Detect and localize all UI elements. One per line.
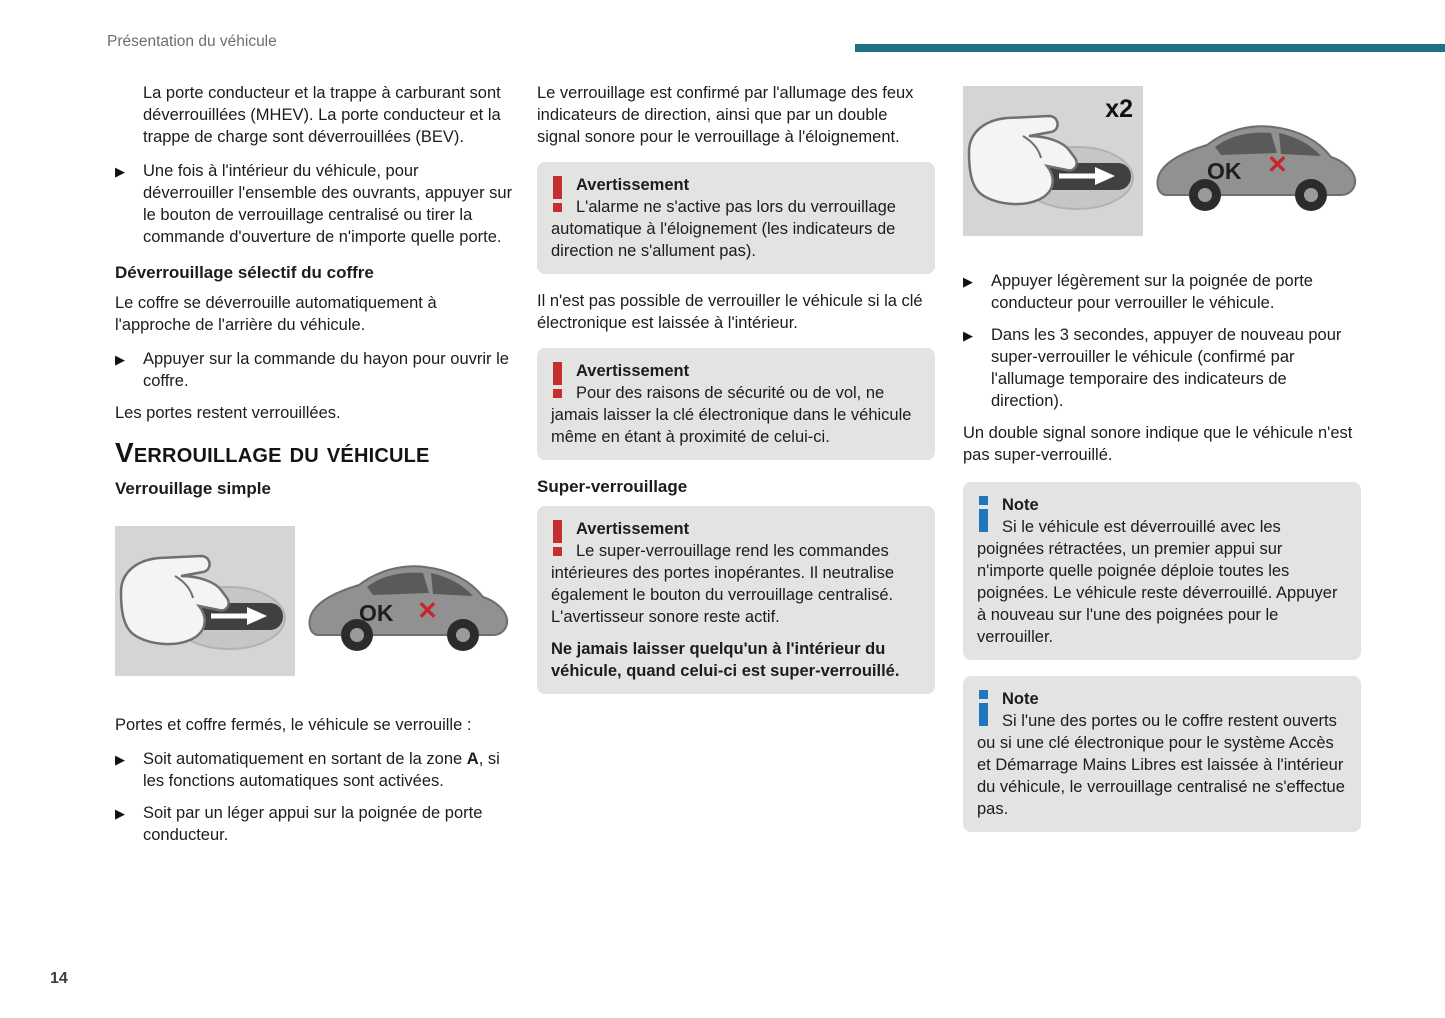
warning-icon (553, 520, 566, 556)
paragraph: Les portes restent verrouillées. (115, 404, 341, 422)
warning-text: Le super-verrouillage rend les commandes intérieures des portes inopérantes. Il neutralise également le bouton du verrouillage centralisé. (551, 542, 895, 604)
bullet-triangle-icon: ▶ (963, 328, 973, 343)
warning-text: L'alarme ne s'active pas lors du verrouillage automatique à l'éloignement (les indicateurs de direction ne s'allument pas). (551, 198, 896, 260)
press-count-label: x2 (1105, 95, 1133, 123)
warning-title: Avertissement (576, 520, 690, 538)
warning-box (537, 162, 935, 274)
car-drawing (303, 547, 513, 662)
warning-text: Pour des raisons de sécurité ou de vol, ne jamais laisser la clé électronique dans le véhicule même en étant à proximité de celui-ci. (551, 384, 912, 446)
action-item (115, 348, 513, 392)
paragraph: Il n'est pas possible de verrouiller le véhicule si la clé électronique est laissée à l'intérieur. (537, 292, 923, 332)
accent-bar (855, 44, 1445, 52)
bullet-triangle-icon: ▶ (115, 752, 125, 767)
action-item (115, 802, 513, 846)
action-item (115, 160, 513, 248)
section-heading-verrouillage-simple: Verrouillage simple (115, 479, 271, 498)
paragraph: Le verrouillage est confirmé par l'allumage des feux indicateurs de direction, ainsi que par un double signal sonore pour le verrouillage à l'éloignement. (537, 84, 914, 146)
page-heading-verrouillage: Verrouillage du véhicule (115, 437, 430, 468)
door-handle-drawing (115, 526, 295, 676)
note-text: Si l'une des portes ou le coffre restent ouverts ou si une clé électronique pour le système Accès et Démarrage Mains Libres est laissée à l'intérieur du véhicule, le verrouillage centralisé ne s'effectue pas. (977, 712, 1345, 818)
section-heading-deverrouillage-selectif: Déverrouillage sélectif du coffre (115, 263, 374, 282)
warning-icon (553, 176, 566, 212)
zone-label: A (466, 750, 479, 768)
figure-verrouillage-simple (115, 526, 513, 676)
page-number: 14 (50, 970, 68, 987)
warning-title: Avertissement (576, 176, 690, 194)
paragraph: Portes et coffre fermés, le véhicule se verrouille : (115, 716, 472, 734)
section-heading-super-verrouillage: Super-verrouillage (537, 477, 688, 496)
paragraph: Un double signal sonore indique que le véhicule n'est pas super-verrouillé. (963, 424, 1353, 464)
ok-label: OK (1207, 158, 1242, 184)
red-cross-icon: ✕ (1267, 151, 1288, 179)
note-box (963, 676, 1361, 832)
figure-super-verrouillage (963, 86, 1361, 236)
car-illustration (1151, 107, 1361, 236)
note-title: Note (1002, 690, 1039, 708)
bullet-triangle-icon: ▶ (115, 164, 125, 179)
warning-text-bold: Ne jamais laisser quelqu'un à l'intérieur du véhicule, quand celui-ci est super-verrouillé. (551, 640, 900, 680)
note-box (963, 482, 1361, 660)
bullet-triangle-icon: ▶ (115, 352, 125, 367)
column-middle (537, 82, 935, 710)
action-text: Une fois à l'intérieur du véhicule, pour déverrouiller l'ensemble des ouvrants, appuyer sur le bouton de verrouillage centralisé ou tirer la commande d'ouverture de n'importe quelle porte. (143, 162, 513, 246)
warning-box (537, 348, 935, 460)
info-icon (979, 690, 992, 726)
action-text-part: Soit automatiquement en sortant de la zone (143, 750, 467, 768)
bullet-triangle-icon: ▶ (115, 806, 125, 821)
door-handle-illustration (115, 526, 295, 676)
warning-title: Avertissement (576, 362, 690, 380)
column-right (963, 82, 1361, 848)
ok-label: OK (359, 600, 394, 626)
action-item (963, 270, 1361, 314)
warning-icon (553, 362, 566, 398)
breadcrumb: Présentation du véhicule (107, 33, 277, 50)
action-text (143, 748, 513, 792)
action-text: Soit par un léger appui sur la poignée de porte conducteur. (143, 804, 483, 844)
action-text: Appuyer sur la commande du hayon pour ouvrir le coffre. (143, 350, 509, 390)
car-drawing (1151, 107, 1361, 222)
paragraph: Le coffre se déverrouille automatiquement à l'approche de l'arrière du véhicule. (115, 294, 437, 334)
note-text: Si le véhicule est déverrouillé avec les poignées rétractées, un premier appui sur n'importe quelle poignée déploie toutes les poignées. Le véhicule reste déverrouillé. Appuyer à nouveau sur l'une des poignées pour le verrouiller. (977, 518, 1338, 646)
red-cross-icon: ✕ (417, 597, 438, 625)
action-item (115, 748, 513, 792)
action-item (963, 324, 1361, 412)
column-left (115, 82, 513, 856)
action-text: Dans les 3 secondes, appuyer de nouveau pour super-verrouiller le véhicule (confirmé par l'allumage temporaire des indicateurs de direction). (991, 326, 1342, 410)
action-text: Appuyer légèrement sur la poignée de porte conducteur pour verrouiller le véhicule. (991, 272, 1313, 312)
door-handle-illustration (963, 86, 1143, 236)
paragraph: La porte conducteur et la trappe à carburant sont déverrouillées (MHEV). La porte conducteur et la trappe de charge sont déverrouillées (BEV). (143, 84, 501, 146)
warning-text: L'avertisseur sonore reste actif. (551, 608, 780, 626)
car-illustration (303, 547, 513, 676)
bullet-triangle-icon: ▶ (963, 274, 973, 289)
warning-box (537, 506, 935, 694)
note-title: Note (1002, 496, 1039, 514)
info-icon (979, 496, 992, 532)
action-text-part: , si les fonctions automatiques sont activées. (143, 750, 500, 790)
